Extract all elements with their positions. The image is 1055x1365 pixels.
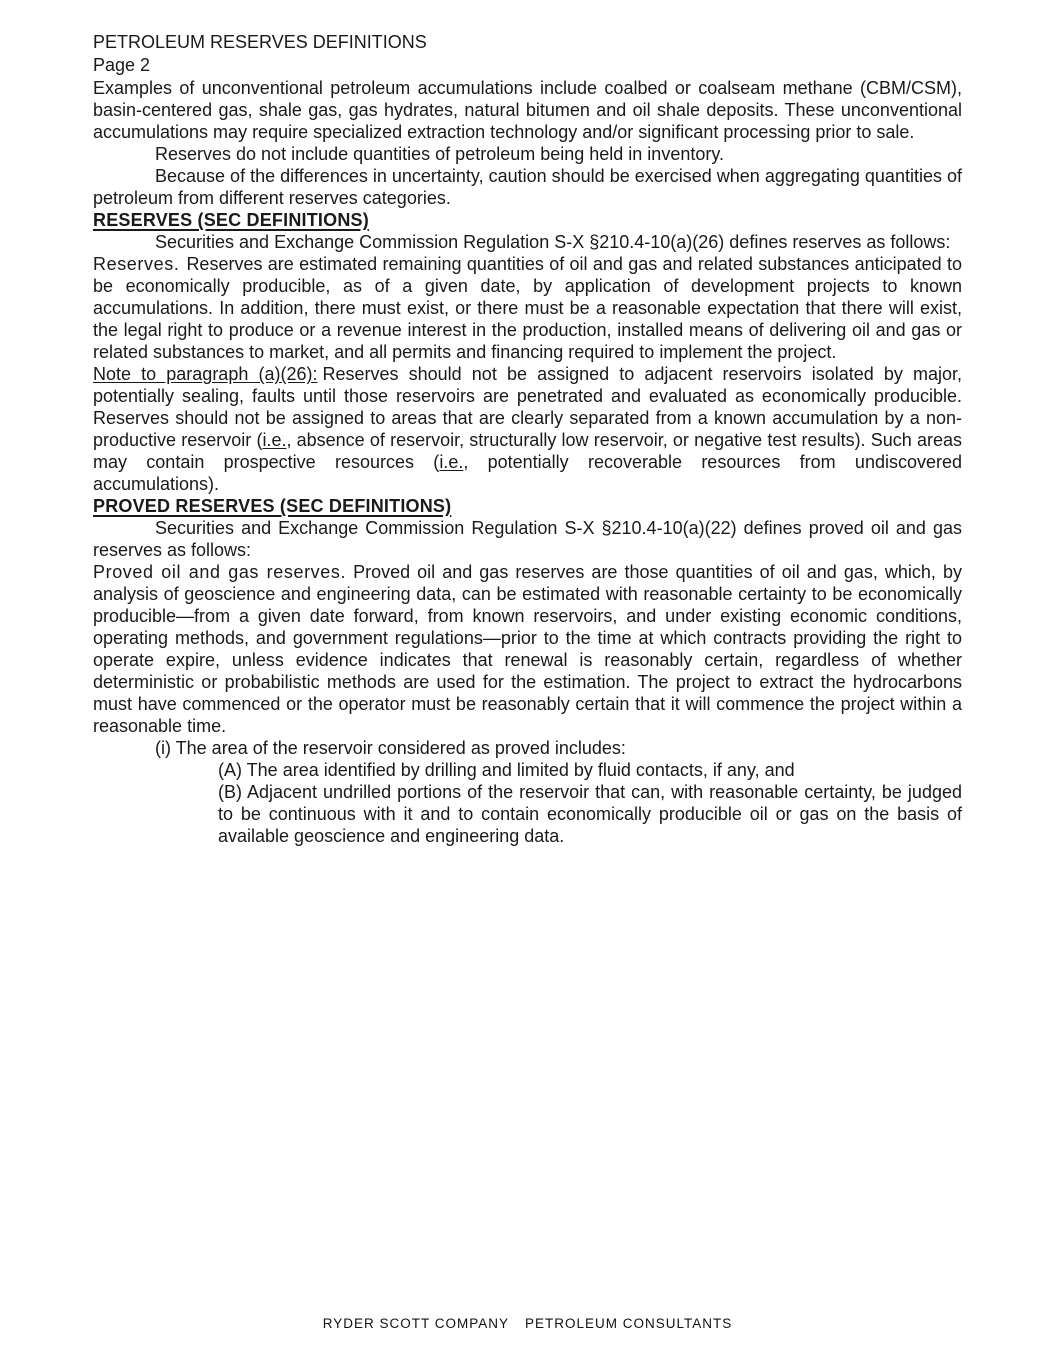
defined-term-proved-reserves: Proved oil and gas reserves. (93, 562, 347, 582)
note-segment-1: Reserves should not be assigned to adjacent reservoirs isolated by major, potentially sealing, faults until those reservoirs are penetrated and evaluated as economically producible. Reserves should not be assigned to areas that are clearly separated from a known accumulation by a non-productive reservoir ( (93, 364, 963, 450)
ie-abbreviation-2: i.e. (439, 452, 464, 472)
paragraph-note-to-a26 (93, 363, 962, 495)
paragraph-reserves-definition (93, 253, 962, 363)
list-item-b: (B) Adjacent undrilled portions of the reservoir that can, with reasonable certainty, be judged to be continuous with it and to contain economically producible oil or gas on the basis of available geoscience and engineering data. (218, 782, 962, 846)
document-title: PETROLEUM RESERVES DEFINITIONS (93, 32, 427, 52)
proved-reserves-definition-text: Proved oil and gas reserves are those quantities of oil and gas, which, by analysis of geoscience and engineering data, can be estimated with reasonable certainty to be economically producible—from a given date forward, from known reservoirs, and under existing economic conditions, operating methods, and government regulations—prior to the time at which contracts providing the right to operate expire, unless evidence indicates that renewal is reasonably certain, regardless of whether deterministic or probabilistic methods are used for the estimation. The project to extract the hydrocarbons must have commenced or the operator must be reasonably certain that it will commence the project within a reasonable time. (93, 562, 962, 736)
paragraph-proved-reserves-definition (93, 561, 962, 737)
note-segment-2: , absence of reservoir, structurally low reservoir, or negative test results). Such areas may contain prospective resources ( (93, 430, 962, 472)
defined-term-reserves: Reserves. (93, 254, 180, 274)
paragraph-inventory-note: Reserves do not include quantities of petroleum being held in inventory. (155, 144, 725, 164)
document-header (93, 31, 962, 77)
footer-company-line (0, 1316, 1055, 1332)
note-segment-3: , potentially recoverable resources from undiscovered accumulations). (93, 452, 963, 494)
paragraph-unconventional-accumulations: Examples of unconventional petroleum accumulations include coalbed or coalseam methane (CBM/CSM), basin-centered gas, shale gas, gas hydrates, natural bitumen and oil shale deposits. These unconventional accumulations may require specialized extraction technology and/or significant processing prior to sale. (93, 78, 962, 142)
paragraph-aggregation-note: Because of the differences in uncertainty, caution should be exercised when aggregating quantities of petroleum from different reserves categories. (93, 166, 962, 208)
list-item-i: (i) The area of the reservoir considered as proved includes: (155, 738, 626, 758)
heading-proved-reserves-sec-definitions: PROVED RESERVES (SEC DEFINITIONS) (93, 496, 452, 516)
ie-abbreviation-1: i.e. (262, 430, 287, 450)
page-number-label: Page 2 (93, 55, 151, 75)
list-item-a: (A) The area identified by drilling and limited by fluid contacts, if any, and (218, 760, 795, 780)
footer-company-name: RYDER SCOTT COMPANY (322, 1316, 509, 1331)
reserves-definition-text: Reserves are estimated remaining quantities of oil and gas and related substances anticipated to be economically producible, as of a given date, by application of development projects to known accumulations. In addition, there must exist, or there must be a reasonable expectation that there will exist, the legal right to produce or a revenue interest in the production, installed means of delivering oil and gas or related substances to market, and all permits and financing required to implement the project. (93, 254, 962, 362)
footer-company-tagline: PETROLEUM CONSULTANTS (525, 1316, 733, 1331)
note-lead-underlined: Note to paragraph (a)(26): (93, 364, 318, 384)
heading-reserves-sec-definitions: RESERVES (SEC DEFINITIONS) (93, 210, 369, 230)
paragraph-sec-reference-a22: Securities and Exchange Commission Regulation S-X §210.4-10(a)(22) defines proved oil and gas reserves as follows: (93, 518, 962, 560)
paragraph-sec-reference-a26: Securities and Exchange Commission Regulation S-X §210.4-10(a)(26) defines reserves as follows: (155, 232, 951, 252)
